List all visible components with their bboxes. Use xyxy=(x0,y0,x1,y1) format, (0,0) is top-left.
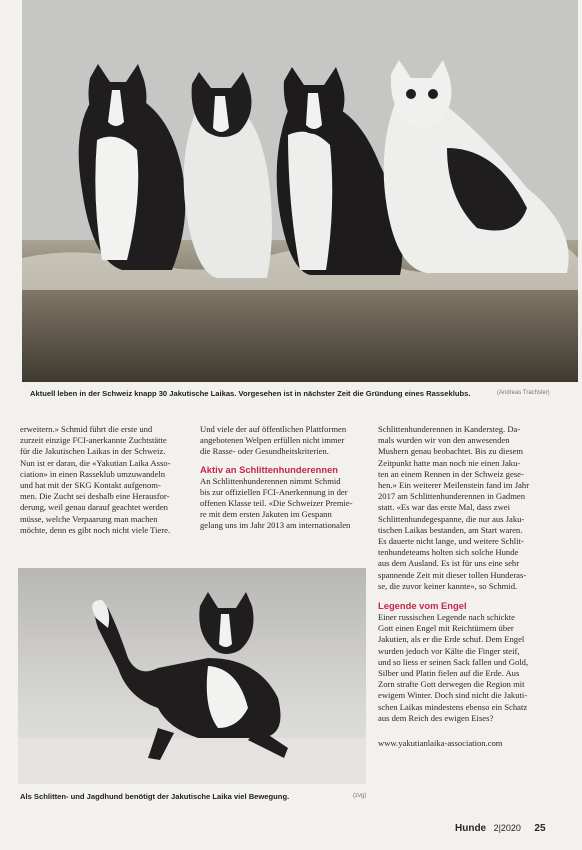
col3-line: spannende Zeit mit dieser tollen Hunderas- xyxy=(378,569,527,580)
col1-line: ciation» in einen Rasseklub umzuwandeln xyxy=(20,468,166,479)
photo-top-caption: Aktuell leben in der Schweiz knapp 30 Jakutische Laikas. Vorgesehen ist in nächster Zeit die Gründung eines Rasseklubs. xyxy=(30,389,471,398)
col1-line: zurzeit einzige FCI-anerkannte Zuchtstätte xyxy=(20,435,167,446)
col3-line: Schlittenhundegespanne, die nur aus Jaku- xyxy=(378,513,525,524)
col2-line: An Schlittenhunderennen nimmt Schmid xyxy=(200,475,341,486)
col3-line: tenhundeteams holten sich solche Hunde xyxy=(378,547,519,558)
photo-mid-credit: (zvg) xyxy=(353,793,367,799)
col3-line: ten an einem Rennen in der Schweiz gese- xyxy=(378,468,524,479)
col2-line: Und viele der auf öffentlichen Plattformen xyxy=(200,424,347,434)
page-number: 25 xyxy=(534,823,546,834)
col3-line: Zeitpunkt hatte man noch nie einen Jaku- xyxy=(378,457,521,468)
col3-line: Einer russischen Legende nach schickte xyxy=(378,612,515,623)
running-dog xyxy=(92,592,288,760)
col3-line: hen.» Ein weiterer Meilenstein fand im Jahr xyxy=(378,480,530,491)
issue-number: 2|2020 xyxy=(493,823,521,833)
col3-line: aus dem Reich des ewigen Eises? xyxy=(378,712,494,723)
col1-line: erweitern.» Schmid führt die erste und xyxy=(20,424,153,434)
col3-line: und so liess er seinen Sack fallen und Gold, xyxy=(378,656,529,667)
col1-line: derung, weil genau darauf geachtet werden xyxy=(20,502,168,513)
text-column-3 xyxy=(378,424,568,749)
subheading-legende: Legende vom Engel xyxy=(378,600,467,612)
col3-line: schen Laikas mindestens ebenso ein Schatz xyxy=(378,701,528,712)
col3-line: Gott einen Engel mit Reichtümern über xyxy=(378,623,514,634)
col3-line: tischen Laikas bestanden, am Start waren. xyxy=(378,524,523,535)
col2-line: bis zur offiziellen FCI-Anerkennung in der xyxy=(200,486,348,497)
col3-line: wurden jedoch vor Kälte die Finger steif, xyxy=(378,645,520,656)
photo-running-laika xyxy=(18,568,366,784)
col3-line: Schlittenhunderennen in Kandersteg. Da- xyxy=(378,424,521,434)
col3-line: statt. «Es war das erste Mal, dass zwei xyxy=(378,502,510,513)
col2-line: gelang uns im Jahr 2013 am internationalen xyxy=(200,520,351,531)
col3-line: aus dem Ausland. Es ist für uns eine sehr xyxy=(378,558,520,569)
photo-top-credit: (Andreas Trachsler) xyxy=(497,390,550,396)
col3-line: ewigem Winter. Doch sind nicht die Jakuti- xyxy=(378,690,528,701)
col1-line: men. Die Zucht sei deshalb eine Herausfor- xyxy=(20,491,170,502)
magazine-name: Hunde xyxy=(455,823,487,834)
photo-four-laikas xyxy=(22,0,578,382)
association-url[interactable]: www.yakutianlaika-association.com xyxy=(378,738,503,749)
col2-line: die Rasse- oder Gesundheitskriterien. xyxy=(200,446,329,457)
col1-line: für die Jakutischen Laikas in der Schweiz. xyxy=(20,446,166,457)
dogs-illustration xyxy=(22,0,578,382)
col2-line: re mit dem ersten Jakuten im Gespann xyxy=(200,509,332,520)
page-footer xyxy=(455,818,546,836)
col3-line: Mushern genau beobachtet. Bis zu diesem xyxy=(378,446,524,457)
subheading-schlittenhunderennen: Aktiv an Schlittenhunderennen xyxy=(200,463,339,475)
col3-line: Zorn strafte Gott derwegen die Region mit xyxy=(378,679,525,690)
col3-line: 2017 am Schlittenhunderennen in Gadmen xyxy=(378,491,526,502)
col3-line: Jakutien, als er die Erde schuf. Dem Engel xyxy=(378,634,525,645)
col3-line: Es dauerte nicht lange, und weitere Schlit- xyxy=(378,536,524,547)
col3-line: se, die zuvor keiner kannte», so Schmid. xyxy=(378,580,518,591)
text-column-2 xyxy=(200,424,372,532)
col3-line: mals wurden wir von den anwesenden xyxy=(378,435,510,446)
col2-line: angebotenen Welpen erfüllen nicht immer xyxy=(200,435,345,446)
col1-line: Nun ist er daran, die «Yakutian Laika Asso- xyxy=(20,457,171,468)
col1-line: möchte, denn es gibt noch nicht viele Tiere. xyxy=(20,524,171,535)
col1-line: und hat mit der SKG Kontakt aufgenom- xyxy=(20,480,161,491)
col3-line: Silber und Platin fielen auf die Erde. Aus xyxy=(378,668,520,679)
text-column-1 xyxy=(20,424,198,536)
photo-mid-caption: Als Schlitten- und Jagdhund benötigt der Jakutische Laika viel Bewegung. xyxy=(20,792,290,801)
col1-line: müsse, welche Verpaarung man machen xyxy=(20,513,158,524)
col2-line: offenen Klasse teil. «Die Schweizer Premie- xyxy=(200,498,353,509)
running-dog-illustration xyxy=(18,568,366,784)
